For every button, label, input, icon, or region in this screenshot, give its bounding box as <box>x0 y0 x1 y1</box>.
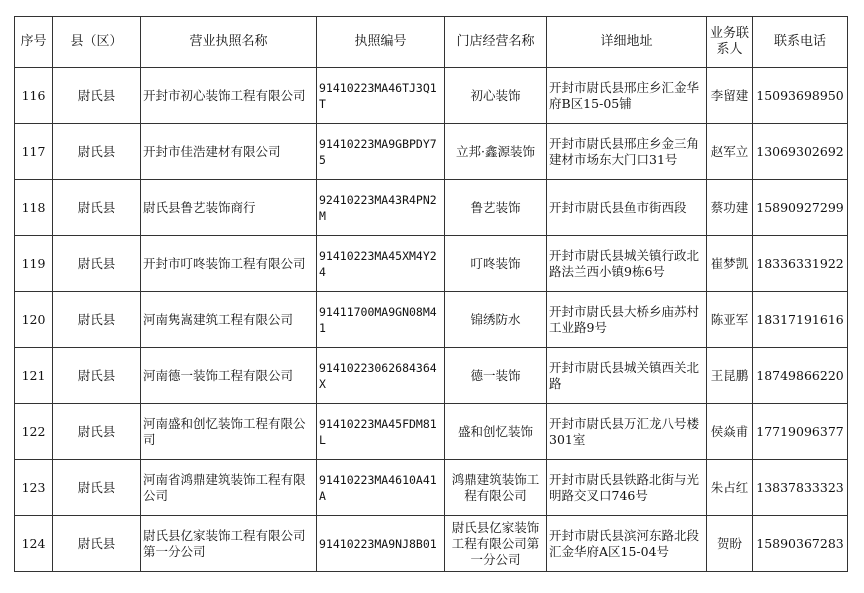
cell-contact: 赵军立 <box>707 124 753 180</box>
table-row <box>15 516 848 572</box>
cell-index: 119 <box>15 236 53 292</box>
cell-address: 开封市尉氏县城关镇西关北路 <box>547 348 707 404</box>
cell-phone: 18749866220 <box>753 348 848 404</box>
header-county: 县（区） <box>53 17 141 68</box>
cell-address: 开封市尉氏县邢庄乡金三角建材市场东大门口31号 <box>547 124 707 180</box>
cell-index: 124 <box>15 516 53 572</box>
cell-address: 开封市尉氏县邢庄乡汇金华府B区15-05铺 <box>547 68 707 124</box>
cell-store-name: 初心装饰 <box>445 68 547 124</box>
cell-license-name: 开封市佳浩建材有限公司 <box>141 124 317 180</box>
cell-contact: 李留建 <box>707 68 753 124</box>
cell-license-number: 91410223MA4610A41A <box>317 460 445 516</box>
table-row <box>15 348 848 404</box>
cell-license-number: 92410223MA43R4PN2M <box>317 180 445 236</box>
cell-address: 开封市尉氏县城关镇行政北路法兰西小镇9栋6号 <box>547 236 707 292</box>
cell-index: 117 <box>15 124 53 180</box>
header-phone: 联系电话 <box>753 17 848 68</box>
cell-store-name: 锦绣防水 <box>445 292 547 348</box>
cell-phone: 15890927299 <box>753 180 848 236</box>
cell-contact: 崔梦凯 <box>707 236 753 292</box>
cell-address: 开封市尉氏县滨河东路北段汇金华府A区15-04号 <box>547 516 707 572</box>
cell-contact: 朱占红 <box>707 460 753 516</box>
cell-contact: 王昆鹏 <box>707 348 753 404</box>
cell-license-name: 开封市叮咚装饰工程有限公司 <box>141 236 317 292</box>
cell-county: 尉氏县 <box>53 404 141 460</box>
cell-phone: 13069302692 <box>753 124 848 180</box>
cell-phone: 15890367283 <box>753 516 848 572</box>
cell-license-name: 河南盛和创忆装饰工程有限公司 <box>141 404 317 460</box>
cell-county: 尉氏县 <box>53 124 141 180</box>
cell-county: 尉氏县 <box>53 516 141 572</box>
table-row <box>15 124 848 180</box>
header-row <box>15 17 848 68</box>
cell-license-number: 91410223MA9GBPDY75 <box>317 124 445 180</box>
cell-address: 开封市尉氏县大桥乡庙苏村工业路9号 <box>547 292 707 348</box>
table-row <box>15 460 848 516</box>
header-store-name: 门店经营名称 <box>445 17 547 68</box>
table-row <box>15 180 848 236</box>
cell-license-name: 尉氏县鲁艺装饰商行 <box>141 180 317 236</box>
cell-contact: 贺盼 <box>707 516 753 572</box>
cell-county: 尉氏县 <box>53 292 141 348</box>
cell-store-name: 鲁艺装饰 <box>445 180 547 236</box>
cell-address: 开封市尉氏县万汇龙八号楼301室 <box>547 404 707 460</box>
table-body <box>15 68 848 572</box>
cell-address: 开封市尉氏县铁路北街与光明路交叉口746号 <box>547 460 707 516</box>
business-license-table <box>14 16 848 572</box>
header-address: 详细地址 <box>547 17 707 68</box>
cell-phone: 18336331922 <box>753 236 848 292</box>
cell-license-number: 91410223MA9NJ8B01 <box>317 516 445 572</box>
header-contact: 业务联系人 <box>707 17 753 68</box>
cell-store-name: 盛和创忆装饰 <box>445 404 547 460</box>
table-row <box>15 68 848 124</box>
cell-index: 116 <box>15 68 53 124</box>
cell-license-name: 河南隽嵩建筑工程有限公司 <box>141 292 317 348</box>
cell-address: 开封市尉氏县鱼市街西段 <box>547 180 707 236</box>
cell-index: 118 <box>15 180 53 236</box>
table-row <box>15 292 848 348</box>
cell-store-name: 尉氏县亿家装饰工程有限公司第一分公司 <box>445 516 547 572</box>
cell-store-name: 德一装饰 <box>445 348 547 404</box>
cell-phone: 15093698950 <box>753 68 848 124</box>
cell-county: 尉氏县 <box>53 68 141 124</box>
table-row <box>15 236 848 292</box>
cell-license-number: 91410223MA46TJ3Q1T <box>317 68 445 124</box>
header-index: 序号 <box>15 17 53 68</box>
cell-county: 尉氏县 <box>53 180 141 236</box>
table-row <box>15 404 848 460</box>
cell-index: 120 <box>15 292 53 348</box>
header-license-number: 执照编号 <box>317 17 445 68</box>
header-license-name: 营业执照名称 <box>141 17 317 68</box>
cell-store-name: 鸿鼎建筑装饰工程有限公司 <box>445 460 547 516</box>
cell-license-number: 91410223MA45FDM81L <box>317 404 445 460</box>
cell-phone: 13837833323 <box>753 460 848 516</box>
business-table-container <box>14 16 847 572</box>
cell-license-number: 91410223062684364X <box>317 348 445 404</box>
cell-index: 122 <box>15 404 53 460</box>
cell-phone: 18317191616 <box>753 292 848 348</box>
cell-license-name: 河南德一装饰工程有限公司 <box>141 348 317 404</box>
cell-county: 尉氏县 <box>53 236 141 292</box>
cell-contact: 侯焱甫 <box>707 404 753 460</box>
cell-store-name: 叮咚装饰 <box>445 236 547 292</box>
cell-contact: 蔡功建 <box>707 180 753 236</box>
cell-license-name: 河南省鸿鼎建筑装饰工程有限公司 <box>141 460 317 516</box>
cell-store-name: 立邦·鑫源装饰 <box>445 124 547 180</box>
cell-county: 尉氏县 <box>53 460 141 516</box>
cell-index: 123 <box>15 460 53 516</box>
cell-county: 尉氏县 <box>53 348 141 404</box>
cell-license-number: 91411700MA9GN08M41 <box>317 292 445 348</box>
cell-license-name: 开封市初心装饰工程有限公司 <box>141 68 317 124</box>
cell-index: 121 <box>15 348 53 404</box>
cell-contact: 陈亚军 <box>707 292 753 348</box>
cell-license-number: 91410223MA45XM4Y24 <box>317 236 445 292</box>
cell-license-name: 尉氏县亿家装饰工程有限公司第一分公司 <box>141 516 317 572</box>
cell-phone: 17719096377 <box>753 404 848 460</box>
